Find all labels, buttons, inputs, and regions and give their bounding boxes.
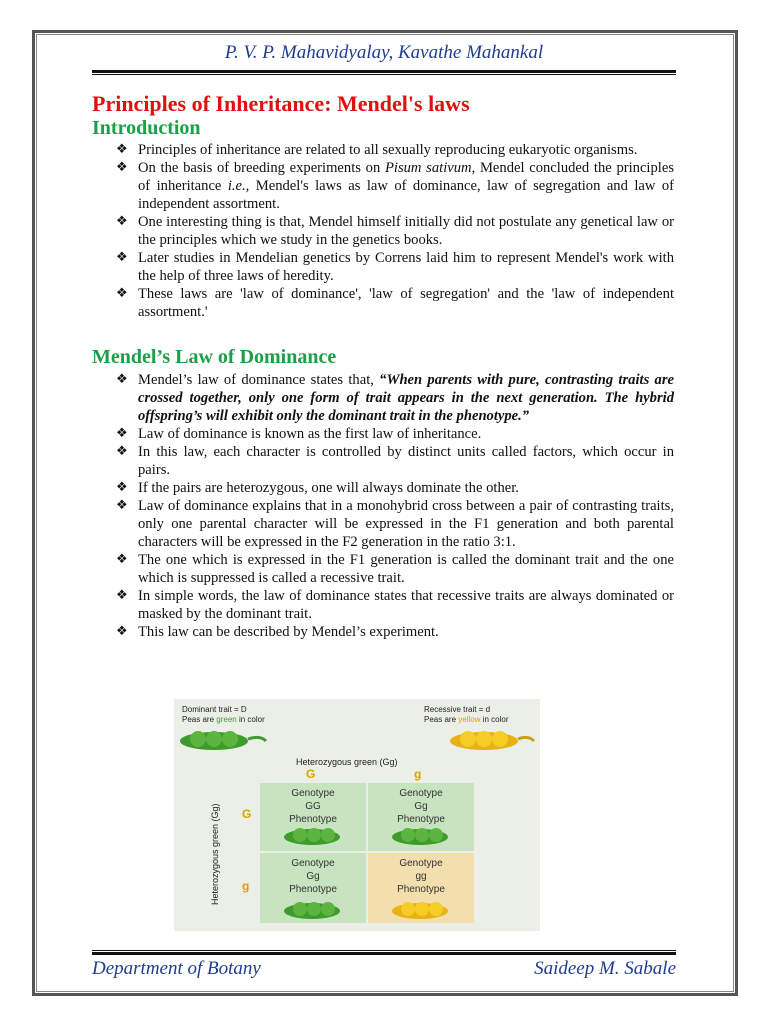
footer-rule bbox=[92, 952, 676, 955]
list-item: ❖ These laws are 'law of dominance', 'law of segregation' and the 'law of independent assortment.' bbox=[116, 286, 674, 320]
allele-side-G: G bbox=[242, 807, 252, 821]
list-item: ❖ On the basis of breeding experiments on Pisum sativum, Mendel concluded the principles of inheritance i.e., Mendel's laws as law of dominance, law of segregation and law of independent assortment. bbox=[116, 160, 674, 212]
header-rule-thin bbox=[92, 74, 676, 75]
college-header: P. V. P. Mahavidyalay, Kavathe Mahankal bbox=[224, 42, 544, 63]
footer-author: Saideep M. Sabale bbox=[534, 958, 676, 979]
dominant-trait-label: Dominant trait = D Peas are green in color bbox=[182, 705, 265, 724]
allele-top-G: G bbox=[306, 767, 316, 781]
intro-heading: Introduction bbox=[92, 117, 201, 139]
punnett-cell-gg: Genotype gg Phenotype bbox=[397, 858, 445, 895]
dominance-heading: Mendel’s Law of Dominance bbox=[92, 346, 337, 368]
dominance-list bbox=[116, 371, 674, 641]
list-item: ❖ In simple words, the law of dominance states that recessive traits are always dominated or masked by the dominant trait. bbox=[116, 588, 674, 622]
list-item: ❖ Principles of inheritance are related to all sexually reproducing eukaryotic organisms. bbox=[116, 142, 638, 158]
list-item: ❖ Mendel’s law of dominance states that, “When parents with pure, contrasting traits are crossed together, only one form of trait appears in the next generation. The hybrid offspring’s will exhibit only the dominant trait in the phenotype.” bbox=[116, 372, 674, 424]
allele-top-g: g bbox=[414, 767, 422, 781]
punnett-square-figure bbox=[174, 699, 540, 931]
list-item: ❖ The one which is expressed in the F1 generation is called the dominant trait and the one which is suppressed is called a recessive trait. bbox=[116, 552, 674, 586]
allele-side-g: g bbox=[242, 879, 250, 893]
list-item: ❖ If the pairs are heterozygous, one will always dominate the other. bbox=[116, 480, 519, 496]
punnett-cell-GG: Genotype GG Phenotype bbox=[289, 788, 337, 825]
punnett-cell-Gg: Genotype Gg Phenotype bbox=[289, 858, 337, 895]
green-pod-icon bbox=[180, 731, 266, 750]
top-parent-label: Heterozygous green (Gg) bbox=[296, 757, 398, 767]
header-rule bbox=[92, 70, 676, 73]
intro-list bbox=[116, 141, 674, 321]
recessive-trait-label: Recessive trait = d Peas are yellow in color bbox=[424, 705, 509, 724]
yellow-pod-icon bbox=[450, 731, 534, 750]
list-item: ❖ Later studies in Mendelian genetics by Correns laid him to represent Mendel's work with the help of three laws of heredity. bbox=[116, 250, 674, 284]
footer-department: Department of Botany bbox=[92, 958, 261, 979]
list-item: ❖ In this law, each character is controlled by distinct units called factors, which occur in pairs. bbox=[116, 444, 674, 478]
footer-rule-thin bbox=[92, 950, 676, 951]
list-item: ❖ Law of dominance is known as the first law of inheritance. bbox=[116, 426, 482, 442]
side-parent-label: Heterozygous green (Gg) bbox=[210, 803, 220, 905]
list-item: ❖ This law can be described by Mendel’s experiment. bbox=[116, 624, 439, 640]
list-item: ❖ Law of dominance explains that in a monohybrid cross between a pair of contrasting traits, only one parental character will be expressed in the F1 generation and both parental characters will be expressed in the F2 generation in the ratio 3:1. bbox=[116, 498, 674, 550]
law-quote: “When parents with pure, contrasting traits are crossed together, only one form of trait appears in the next generation. The hybrid offspring’s will exhibit only the dominant trait in the phenotype.” bbox=[138, 372, 674, 424]
page-title: Principles of Inheritance: Mendel's laws bbox=[92, 91, 470, 116]
list-item: ❖ One interesting thing is that, Mendel himself initially did not postulate any genetical law or the principles which we study in the genetics books. bbox=[116, 214, 674, 248]
punnett-cell-Gg: Genotype Gg Phenotype bbox=[397, 788, 445, 825]
